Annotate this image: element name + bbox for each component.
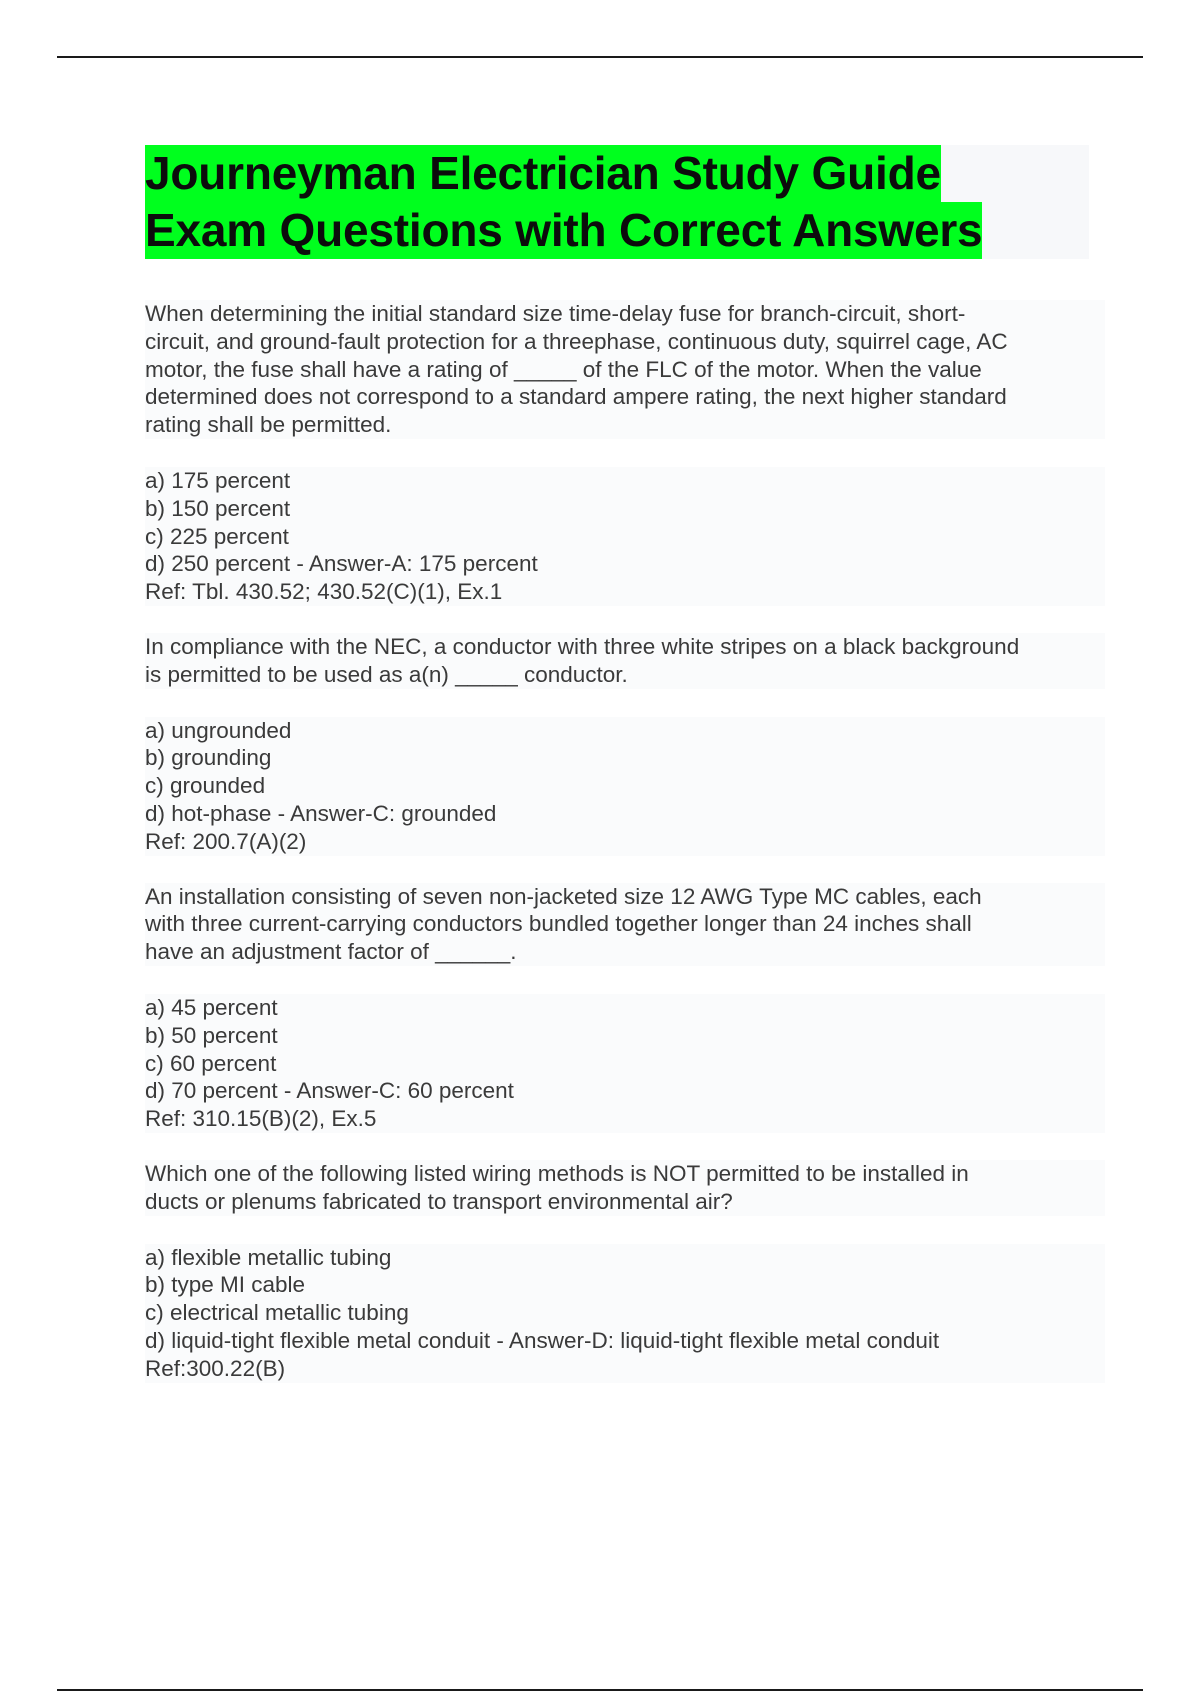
option-a: a) 45 percent: [145, 994, 278, 1020]
question-4-stem: [145, 1160, 1105, 1216]
option-b: b) grounding: [145, 745, 272, 771]
reference: Ref: 200.7(A)(2): [145, 828, 307, 854]
stem-line: have an adjustment factor of ______.: [145, 939, 517, 965]
stem-line: An installation consisting of seven non-jacketed size 12 AWG Type MC cables, each: [145, 883, 982, 909]
option-a: a) flexible metallic tubing: [145, 1244, 392, 1270]
title-block: [145, 145, 1089, 259]
stem-line: When determining the initial standard size time-delay fuse for branch-circuit, short-: [145, 301, 966, 326]
option-d-answer: d) hot-phase - Answer-C: grounded: [145, 800, 497, 826]
stem-line: determined does not correspond to a standard ampere rating, the next higher standard: [145, 384, 1007, 410]
stem-line: rating shall be permitted.: [145, 412, 392, 438]
option-c: c) electrical metallic tubing: [145, 1300, 409, 1326]
bottom-rule: [57, 1689, 1143, 1691]
stem-line: with three current-carrying conductors bundled together longer than 24 inches shall: [145, 911, 972, 937]
question-3-stem: [145, 883, 1105, 966]
question-2-stem: [145, 633, 1105, 689]
question-list: [145, 300, 1105, 1383]
question-3-options: [145, 994, 1105, 1133]
option-b: b) type MI cable: [145, 1272, 306, 1298]
title-line-2: Exam Questions with Correct Answers: [145, 202, 982, 259]
option-c: c) 60 percent: [145, 1050, 277, 1076]
option-d-answer: d) 70 percent - Answer-C: 60 percent: [145, 1078, 514, 1104]
option-a: a) 175 percent: [145, 467, 291, 493]
stem-line: ducts or plenums fabricated to transport environmental air?: [145, 1188, 733, 1214]
top-rule: [57, 56, 1143, 58]
option-b: b) 50 percent: [145, 1022, 278, 1048]
option-c: c) 225 percent: [145, 523, 289, 549]
question-1-options: [145, 467, 1105, 606]
stem-line: In compliance with the NEC, a conductor with three white stripes on a black background: [145, 633, 1020, 659]
stem-line: Which one of the following listed wiring methods is NOT permitted to be installed in: [145, 1160, 969, 1186]
reference: Ref: 310.15(B)(2), Ex.5: [145, 1106, 377, 1132]
question-2-options: [145, 717, 1105, 856]
option-d-answer: d) liquid-tight flexible metal conduit - Answer-D: liquid-tight flexible metal conduit: [145, 1327, 940, 1353]
stem-line: circuit, and ground-fault protection for a threephase, continuous duty, squirrel cage, AC: [145, 328, 1008, 354]
stem-line: motor, the fuse shall have a rating of _____ of the FLC of the motor. When the value: [145, 356, 982, 382]
option-a: a) ungrounded: [145, 717, 292, 743]
option-d-answer: d) 250 percent - Answer-A: 175 percent: [145, 551, 538, 577]
question-1-stem: [145, 300, 1105, 439]
option-b: b) 150 percent: [145, 495, 291, 521]
stem-line: is permitted to be used as a(n) _____ conductor.: [145, 661, 628, 687]
question-4-options: [145, 1244, 1105, 1383]
reference: Ref: Tbl. 430.52; 430.52(C)(1), Ex.1: [145, 579, 503, 605]
option-c: c) grounded: [145, 773, 266, 799]
title-line-1: Journeyman Electrician Study Guide: [145, 145, 941, 202]
reference: Ref:300.22(B): [145, 1355, 286, 1381]
